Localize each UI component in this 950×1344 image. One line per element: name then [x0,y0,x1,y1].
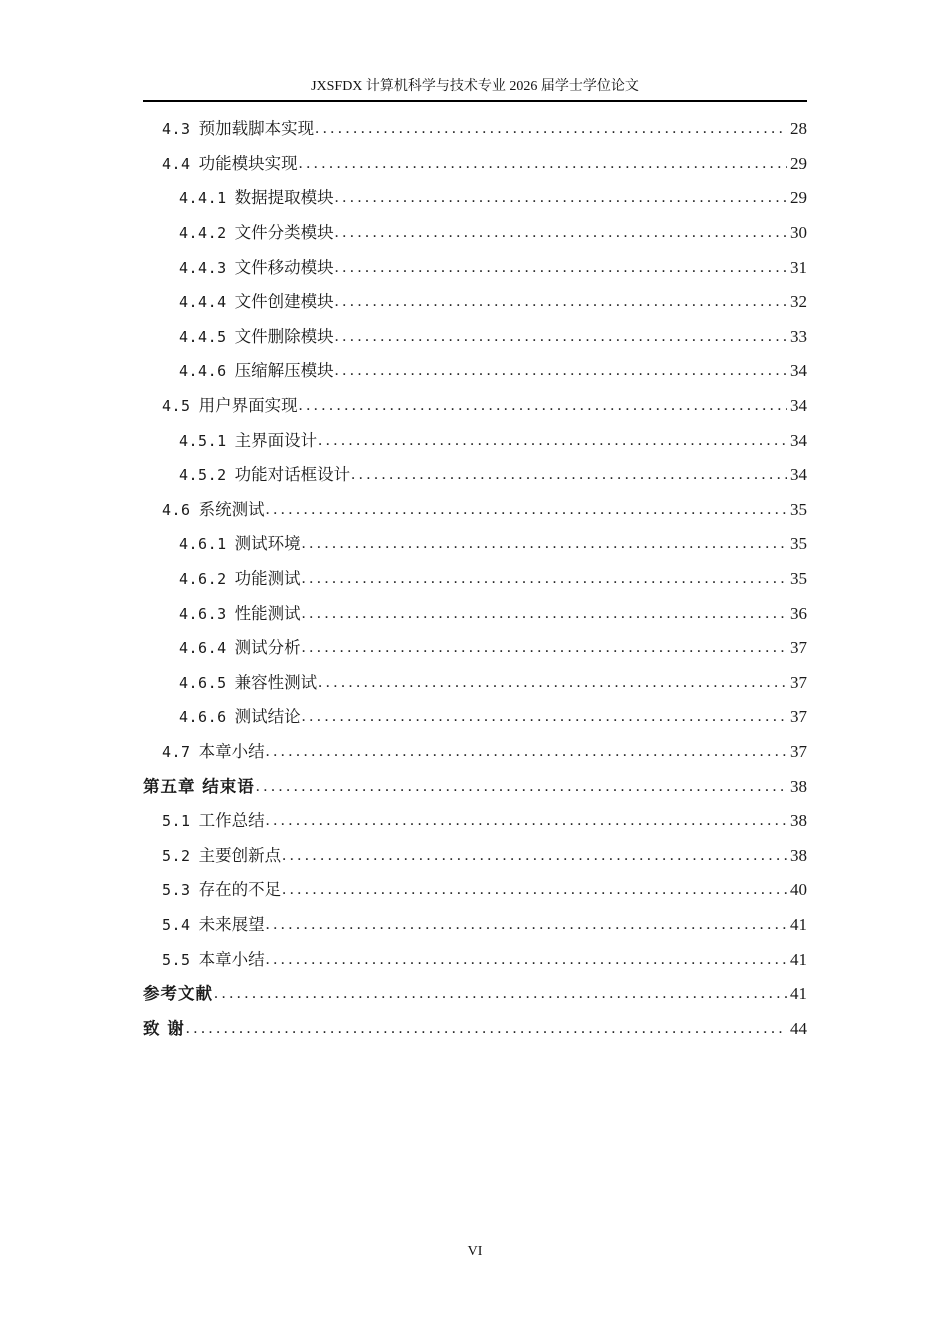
toc-entry-title: 兼容性测试 [234,672,318,692]
toc-entry-page: 41 [790,914,807,934]
toc-dot-leader [266,742,787,762]
toc-entry-number: 5.5 [162,950,191,969]
toc-entry[interactable] [143,631,807,666]
toc-entry[interactable] [143,700,807,735]
toc-entry-number: 4.6.5 [179,673,227,692]
toc-entry-title: 存在的不足 [198,880,282,900]
page-number: VI [467,1244,483,1259]
toc-entry-page: 41 [790,984,807,1004]
toc-entry[interactable] [143,285,807,320]
toc-entry[interactable] [143,250,807,285]
toc-entry-number: 4.5.1 [179,431,227,450]
toc-dot-leader [335,292,787,312]
toc-entry-number: 5.2 [162,846,191,865]
toc-dot-leader [335,223,787,243]
toc-dot-leader [282,880,787,900]
toc-entry-page: 34 [790,430,807,450]
toc-entry-number: 4.3 [162,120,191,139]
toc-entry-title: 数据提取模块 [234,188,334,208]
toc-entry[interactable] [143,354,807,389]
toc-entry-title: 致 谢 [143,1018,185,1038]
toc-dot-leader [302,604,787,624]
toc-entry-number: 5.3 [162,881,191,900]
toc-entry-number: 4.4.5 [179,327,227,346]
toc-dot-leader [335,258,787,278]
toc-dot-leader [335,188,787,208]
toc-dot-leader [299,154,787,174]
toc-dot-leader [318,673,787,693]
toc-dot-leader [335,327,787,347]
toc-entry-title: 系统测试 [198,499,265,519]
toc-entry-page: 34 [790,465,807,485]
toc-entry-title: 预加载脚本实现 [198,119,315,139]
toc-entry-title: 功能模块实现 [198,153,298,173]
toc-dot-leader [256,777,787,797]
toc-entry-title: 文件删除模块 [234,326,334,346]
toc-dot-leader [318,431,787,451]
toc-entry[interactable] [143,908,807,943]
toc-entry-title: 性能测试 [234,603,301,623]
toc-entry-page: 38 [790,845,807,865]
toc-entry-title: 参考文献 [143,984,213,1004]
toc-dot-leader [266,950,787,970]
table-of-contents [143,112,807,1046]
toc-entry-number: 4.6.3 [179,604,227,623]
toc-entry[interactable] [143,873,807,908]
toc-dot-leader [302,569,787,589]
toc-entry-page: 32 [790,292,807,312]
toc-entry-number: 4.4.2 [179,224,227,243]
toc-entry[interactable] [143,389,807,424]
toc-entry-title: 第五章 结束语 [143,776,255,796]
toc-entry-title: 功能测试 [234,569,301,589]
toc-entry[interactable] [143,769,807,804]
toc-entry-title: 未来展望 [198,914,265,934]
toc-entry-page: 37 [790,672,807,692]
toc-dot-leader [302,707,787,727]
toc-dot-leader [266,811,787,831]
toc-entry-page: 38 [790,811,807,831]
toc-entry[interactable] [143,838,807,873]
toc-entry[interactable] [143,493,807,528]
toc-entry-title: 主界面设计 [234,430,318,450]
toc-dot-leader [351,465,787,485]
toc-entry-title: 文件分类模块 [234,223,334,243]
toc-entry[interactable] [143,735,807,770]
toc-entry-number: 4.5 [162,397,191,416]
toc-entry-number: 4.6 [162,500,191,519]
toc-entry[interactable] [143,458,807,493]
toc-entry[interactable] [143,181,807,216]
toc-entry-page: 30 [790,223,807,243]
toc-entry[interactable] [143,666,807,701]
toc-entry-page: 35 [790,534,807,554]
header-rule [143,100,807,102]
toc-entry-number: 4.4.3 [179,258,227,277]
toc-entry-number: 4.4.1 [179,189,227,208]
toc-entry-number: 4.6.2 [179,570,227,589]
toc-dot-leader [282,846,787,866]
toc-entry-number: 4.7 [162,742,191,761]
toc-entry-page: 40 [790,880,807,900]
toc-entry[interactable] [143,596,807,631]
toc-entry-page: 35 [790,499,807,519]
toc-entry-title: 功能对话框设计 [234,465,351,485]
toc-dot-leader [266,500,787,520]
toc-entry-title: 文件创建模块 [234,292,334,312]
toc-entry-number: 4.4 [162,154,191,173]
toc-entry-number: 4.6.6 [179,708,227,727]
toc-entry-page: 41 [790,949,807,969]
toc-entry-number: 4.4.4 [179,293,227,312]
toc-dot-leader [214,984,787,1004]
toc-entry-page: 34 [790,361,807,381]
toc-entry-page: 37 [790,638,807,658]
toc-entry-title: 用户界面实现 [198,396,298,416]
toc-dot-leader [302,534,787,554]
toc-entry-number: 5.4 [162,915,191,934]
toc-dot-leader [315,119,787,139]
toc-entry-title: 本章小结 [198,741,265,761]
toc-entry[interactable] [143,423,807,458]
toc-entry[interactable] [143,147,807,182]
toc-entry[interactable] [143,1011,807,1046]
toc-entry-page: 29 [790,188,807,208]
toc-entry-page: 44 [790,1018,807,1038]
toc-entry-page: 33 [790,326,807,346]
toc-dot-leader [186,1019,787,1039]
toc-entry-number: 4.5.2 [179,466,227,485]
toc-dot-leader [266,915,787,935]
toc-entry[interactable] [143,112,807,147]
toc-entry-page: 35 [790,569,807,589]
toc-entry-number: 5.1 [162,812,191,831]
toc-entry-page: 28 [790,119,807,139]
toc-entry-number: 4.6.4 [179,639,227,658]
toc-entry[interactable] [143,562,807,597]
toc-entry-number: 4.4.6 [179,362,227,381]
toc-entry-page: 36 [790,603,807,623]
toc-entry-page: 38 [790,776,807,796]
toc-entry[interactable] [143,942,807,977]
toc-entry-page: 37 [790,741,807,761]
toc-entry-page: 29 [790,153,807,173]
toc-entry-title: 测试环境 [234,534,301,554]
toc-entry-title: 测试结论 [234,707,301,727]
running-header: JXSFDX 计算机科学与技术专业 2026 届学士学位论文 [311,79,639,94]
toc-entry-page: 31 [790,257,807,277]
toc-entry-title: 压缩解压模块 [234,361,334,381]
toc-entry[interactable] [143,216,807,251]
toc-entry-title: 工作总结 [198,811,265,831]
toc-dot-leader [302,638,787,658]
toc-entry-page: 34 [790,396,807,416]
toc-entry-title: 测试分析 [234,638,301,658]
toc-dot-leader [335,361,787,381]
toc-entry-title: 主要创新点 [198,845,282,865]
toc-dot-leader [299,396,787,416]
toc-entry-title: 文件移动模块 [234,257,334,277]
toc-entry[interactable] [143,977,807,1012]
toc-entry[interactable] [143,320,807,355]
toc-entry-title: 本章小结 [198,949,265,969]
toc-entry-page: 37 [790,707,807,727]
toc-entry-number: 4.6.1 [179,535,227,554]
toc-entry[interactable] [143,804,807,839]
toc-entry[interactable] [143,527,807,562]
